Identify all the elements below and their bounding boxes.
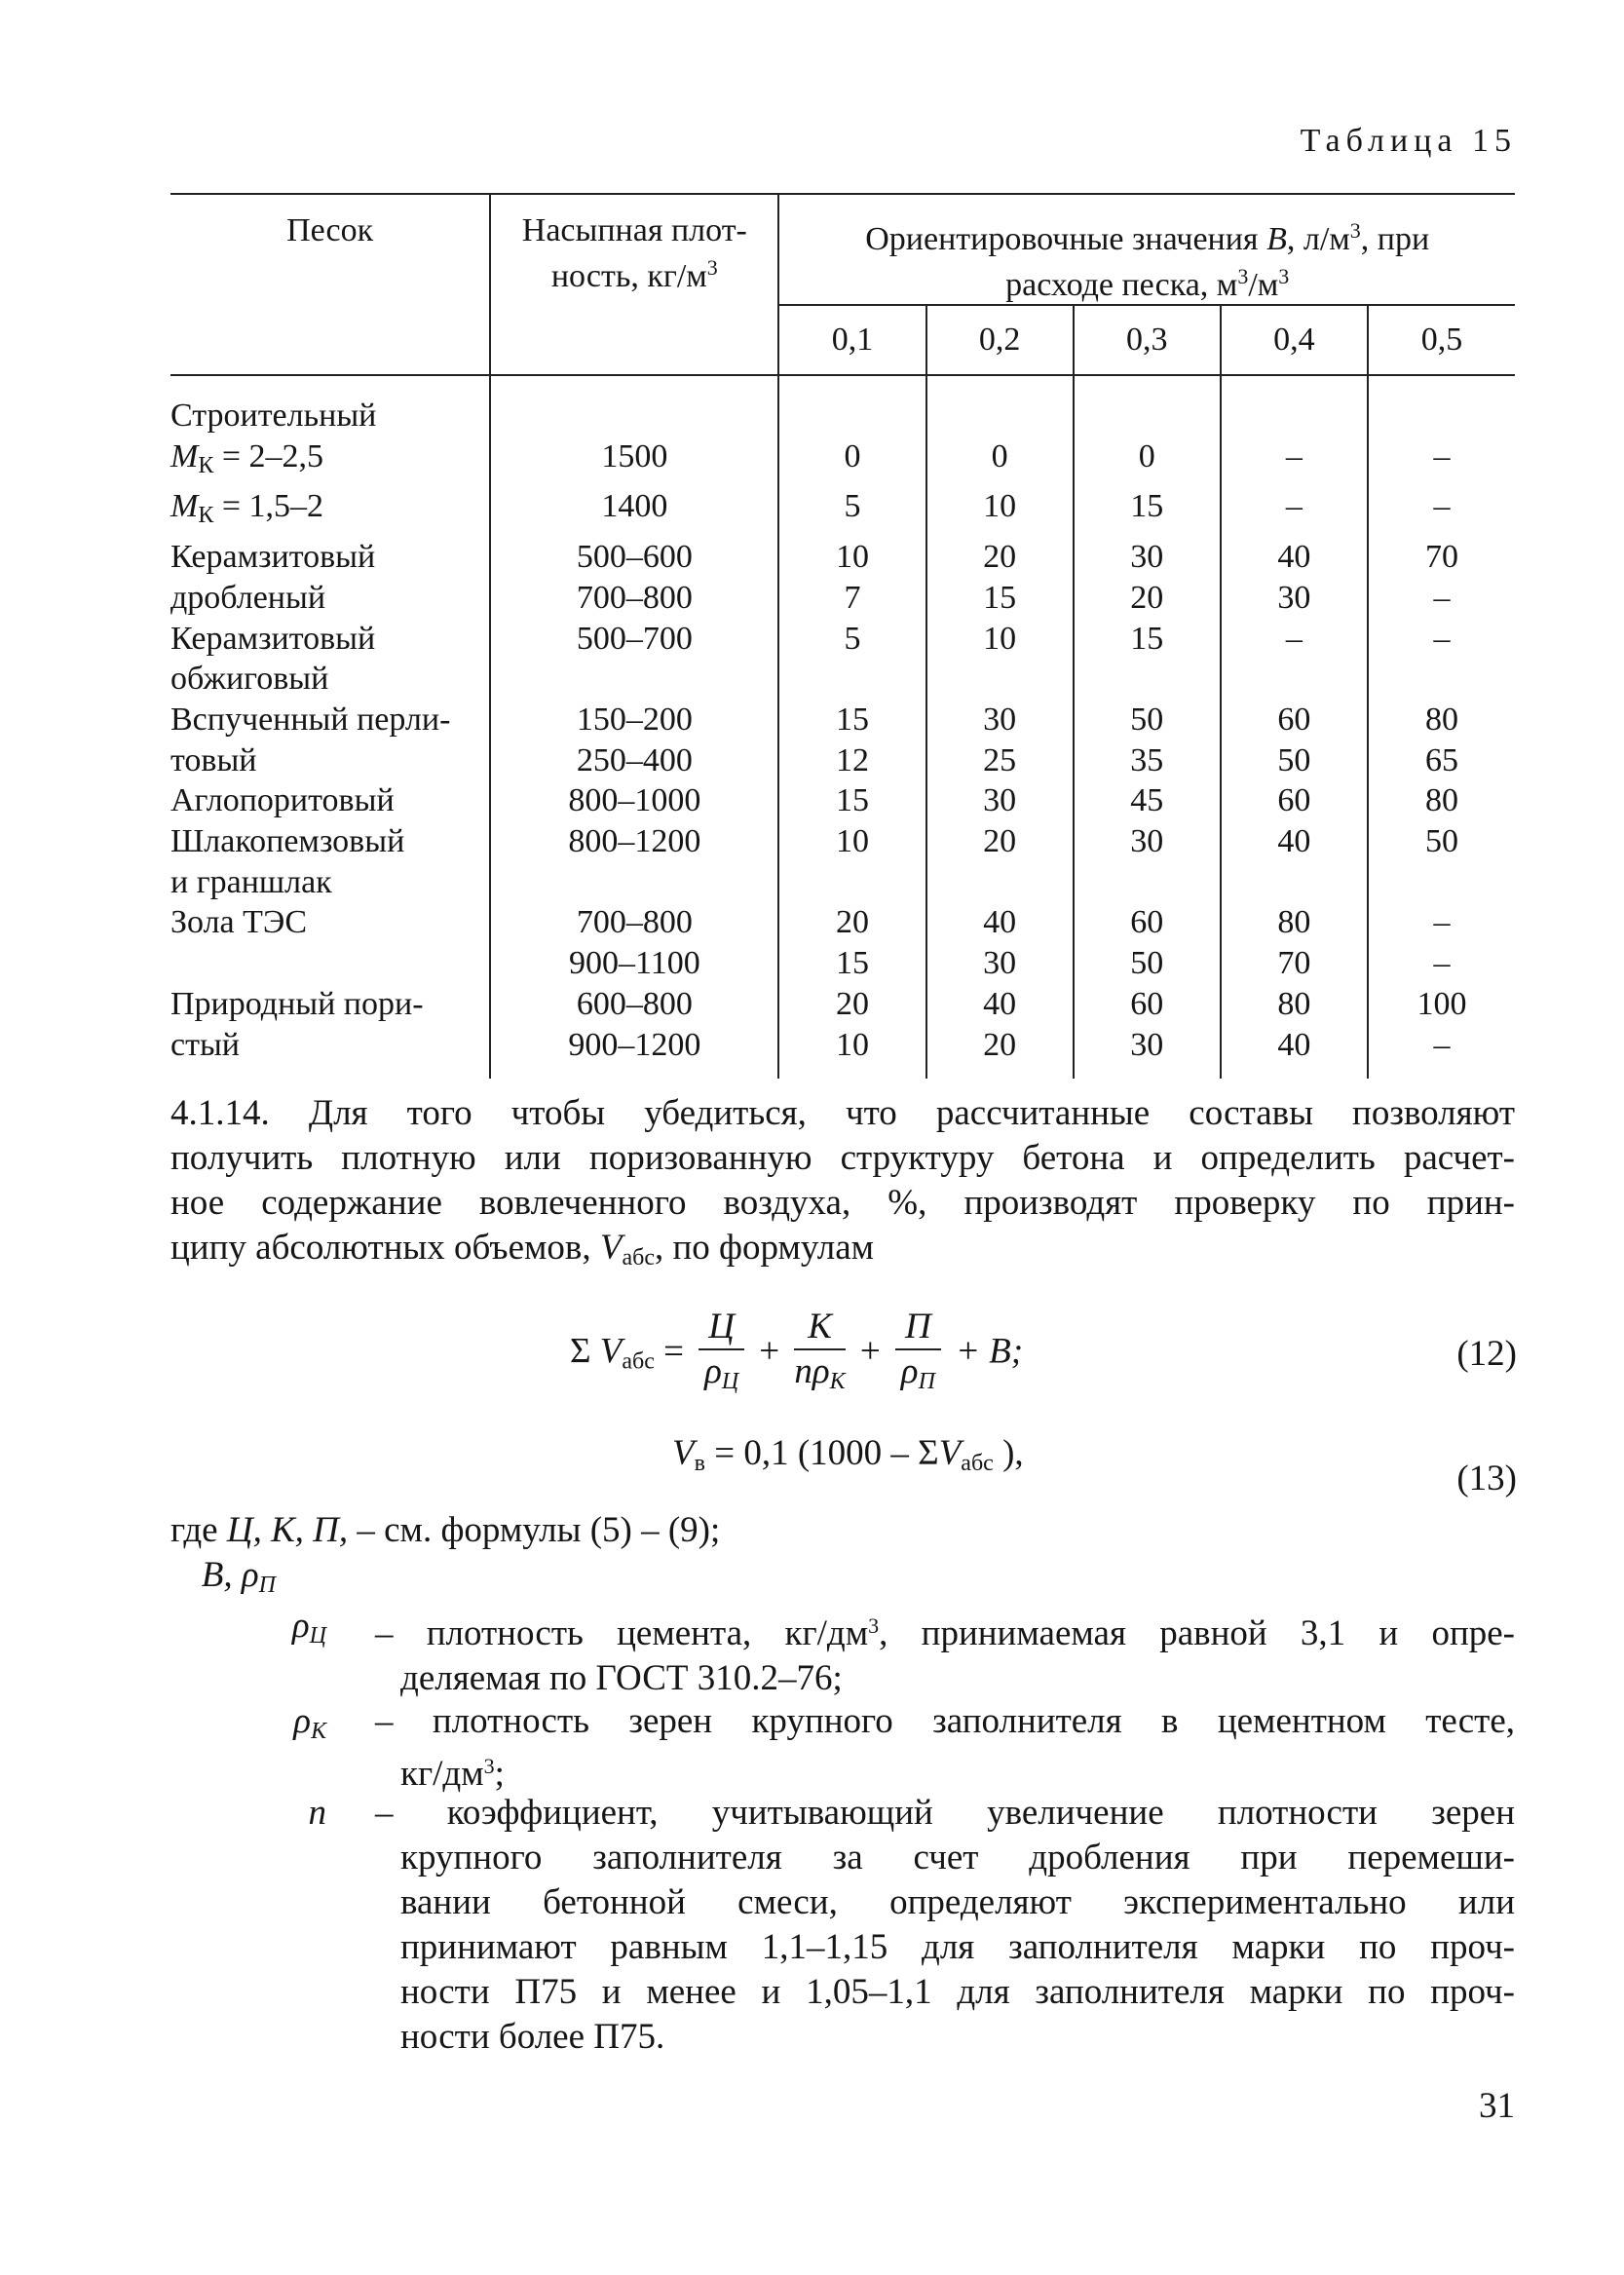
cell-sand: и граншлак bbox=[170, 863, 332, 900]
formula-12-frac-2 bbox=[794, 1306, 845, 1403]
cell-value: – bbox=[1221, 436, 1368, 487]
definitions-first-text: см. формулы (5) – (9); bbox=[374, 1510, 721, 1550]
table-row bbox=[170, 436, 1515, 487]
cell-value: 20 bbox=[778, 984, 925, 1025]
cell-value: – bbox=[1368, 436, 1515, 487]
table-row bbox=[170, 486, 1515, 537]
cell-value: 5 bbox=[778, 619, 925, 660]
definitions-first-syms: Ц, К, П, – bbox=[226, 1510, 375, 1550]
formula-12 bbox=[570, 1306, 1023, 1403]
cell-sand: дробленый bbox=[170, 579, 326, 616]
cell-value bbox=[1074, 659, 1221, 700]
definition-first bbox=[170, 1508, 1515, 1553]
cell-value: 60 bbox=[1074, 984, 1221, 1025]
cell-value: 10 bbox=[926, 619, 1074, 660]
cell-value: 30 bbox=[1221, 578, 1368, 619]
table-row bbox=[170, 984, 1515, 1025]
definition-rho-coarse-line-2b: ; bbox=[494, 1754, 505, 1794]
cell-value: 30 bbox=[926, 700, 1074, 740]
formula-12-frac-2-den bbox=[794, 1350, 845, 1403]
cell-value: 30 bbox=[926, 780, 1074, 821]
cell-value: – bbox=[1368, 619, 1515, 660]
cell-value: 45 bbox=[1074, 780, 1221, 821]
cell-value: 15 bbox=[1074, 486, 1221, 537]
cell-value: 35 bbox=[1074, 740, 1221, 781]
table-row bbox=[170, 780, 1515, 821]
cell-sand: Природный пори- bbox=[170, 985, 424, 1022]
cell-value: 15 bbox=[778, 700, 925, 740]
formula-12-plus-1: + bbox=[759, 1331, 780, 1372]
cell-value: 80 bbox=[1368, 700, 1515, 740]
cell-value: 40 bbox=[926, 902, 1074, 943]
cell-value: – bbox=[1368, 486, 1515, 537]
definition-rho-cement-line-2: деляемая по ГОСТ 310.2–76; bbox=[400, 1658, 843, 1698]
table-spacer-row bbox=[170, 375, 1515, 396]
formula-13-rhs-sym: V bbox=[938, 1433, 962, 1473]
header-consumption-2: 0,3 bbox=[1074, 305, 1221, 375]
table-row bbox=[170, 619, 1515, 660]
formula-12-frac-3 bbox=[895, 1306, 941, 1403]
cell-value: 80 bbox=[1221, 902, 1368, 943]
cell-density: 900–1100 bbox=[490, 943, 778, 984]
formula-13-lhs-sub: в bbox=[694, 1451, 705, 1476]
paragraph-line-4 bbox=[170, 1226, 1515, 1280]
formula-12-frac-3-den bbox=[895, 1350, 941, 1403]
formula-13-rhs-b: ), bbox=[993, 1433, 1024, 1473]
header-consumption-0: 0,1 bbox=[778, 305, 925, 375]
cell-sand bbox=[170, 943, 490, 984]
definition-n-line-4: принимают равным 1,1–1,15 для заполнителя марки по проч- bbox=[400, 1927, 1515, 1967]
cell-density: 700–800 bbox=[490, 578, 778, 619]
definition-rho-cement-line-1 bbox=[375, 1604, 1515, 1656]
header-values-l2sup2: 3 bbox=[1278, 264, 1290, 288]
cell-value: – bbox=[1368, 902, 1515, 943]
table-row bbox=[170, 943, 1515, 984]
cell-value bbox=[1221, 396, 1368, 436]
cell-value: – bbox=[1221, 486, 1368, 537]
cell-density: 500–600 bbox=[490, 537, 778, 578]
definition-n-line-5: ности П75 и менее и 1,05–1,1 для заполнителя марки по проч- bbox=[400, 1972, 1515, 2012]
cell-sand-sym: М bbox=[170, 437, 199, 474]
cell-value: – bbox=[1368, 578, 1515, 619]
definition-rho-coarse-line-2 bbox=[375, 1744, 1515, 1797]
definition-rho-cement-sym-sub: Ц bbox=[309, 1623, 326, 1649]
table-row bbox=[170, 902, 1515, 943]
header-values-l1sup: 3 bbox=[1349, 218, 1361, 243]
definition-rho-coarse-sym-main: ρ bbox=[293, 1701, 312, 1741]
cell-value: – bbox=[1368, 943, 1515, 984]
cell-value bbox=[1368, 862, 1515, 903]
definition-rho-cement-sym-main: ρ bbox=[291, 1606, 310, 1646]
cell-sand-sym: М bbox=[170, 488, 199, 525]
page-number: 31 bbox=[1479, 2086, 1515, 2126]
cell-value bbox=[926, 862, 1074, 903]
cell-density bbox=[490, 396, 778, 436]
definition-rho-coarse-sym-sub: К bbox=[311, 1719, 326, 1744]
definition-rho-coarse-text bbox=[375, 1699, 1515, 1797]
table-row bbox=[170, 862, 1515, 903]
cell-value: 10 bbox=[778, 821, 925, 862]
cell-value: 20 bbox=[926, 821, 1074, 862]
cell-value: 50 bbox=[1221, 740, 1368, 781]
cell-density: 150–200 bbox=[490, 700, 778, 740]
cell-value: 15 bbox=[778, 780, 925, 821]
formula-13-rhs-sub: абс bbox=[961, 1451, 994, 1476]
header-consumption-3: 0,4 bbox=[1221, 305, 1368, 375]
definition-rho-cement-line-1b: , принимаемая равной 3,1 и опре- bbox=[879, 1613, 1515, 1653]
paragraph-line-4a: ципу абсолютных объемов, bbox=[170, 1228, 600, 1268]
formula-12-lhs-sub: абс bbox=[622, 1348, 655, 1375]
definition-n-line-6: ности более П75. bbox=[400, 2017, 665, 2057]
cell-value: 0 bbox=[778, 436, 925, 487]
table-row bbox=[170, 700, 1515, 740]
cell-value: 60 bbox=[1074, 902, 1221, 943]
header-consumption-4: 0,5 bbox=[1368, 305, 1515, 375]
formula-12-frac-3-den-sym: ρ bbox=[900, 1351, 919, 1391]
cell-sand-rest: = 2–2,5 bbox=[213, 437, 324, 474]
formula-13-rhs-a: = 0,1 (1000 – Σ bbox=[704, 1433, 939, 1473]
formula-12-frac-2-num: К bbox=[794, 1306, 845, 1350]
paragraph-line-2: получить плотную или поризованную структуру бетона и определить расчет- bbox=[170, 1138, 1515, 1178]
header-values bbox=[778, 194, 1515, 305]
cell-value: 60 bbox=[1221, 780, 1368, 821]
cell-value: 15 bbox=[926, 578, 1074, 619]
definition-rho-coarse-line-2-sup: 3 bbox=[483, 1754, 495, 1778]
cell-density: 900–1200 bbox=[490, 1025, 778, 1066]
cell-value: 20 bbox=[926, 1025, 1074, 1066]
cell-density: 600–800 bbox=[490, 984, 778, 1025]
definition-second-syms-sub: П bbox=[258, 1573, 276, 1598]
paragraph-4-1-14 bbox=[170, 1091, 1515, 1280]
table-row bbox=[170, 578, 1515, 619]
header-density bbox=[490, 194, 778, 375]
cell-value: 40 bbox=[926, 984, 1074, 1025]
cell-density: 700–800 bbox=[490, 902, 778, 943]
header-values-sym: В bbox=[1266, 221, 1287, 257]
formula-12-frac-1 bbox=[699, 1306, 744, 1403]
cell-value: 10 bbox=[926, 486, 1074, 537]
table-row bbox=[170, 1025, 1515, 1066]
cell-value bbox=[1221, 659, 1368, 700]
cell-value bbox=[926, 659, 1074, 700]
definition-second-syms-a: В, ρ bbox=[201, 1555, 259, 1595]
definition-n-line-2: крупного заполнителя за счет дробления при перемеши- bbox=[400, 1838, 1515, 1877]
cell-value: 0 bbox=[1074, 436, 1221, 487]
cell-value bbox=[1221, 862, 1368, 903]
cell-density: 800–1000 bbox=[490, 780, 778, 821]
cell-value bbox=[1368, 396, 1515, 436]
table-row bbox=[170, 740, 1515, 781]
header-consumption-1: 0,2 bbox=[926, 305, 1074, 375]
paragraph-line-4b: , по формулам bbox=[655, 1228, 875, 1268]
definition-n-line-3: вании бетонной смеси, определяют экспериментально или bbox=[400, 1882, 1515, 1922]
cell-value: 30 bbox=[926, 943, 1074, 984]
formula-12-frac-1-den-sub: Ц bbox=[721, 1369, 739, 1394]
cell-sand-sub: К bbox=[198, 503, 214, 529]
table-end-spacer-row bbox=[170, 1065, 1515, 1079]
formula-12-tail: + В; bbox=[955, 1331, 1024, 1372]
cell-value: 70 bbox=[1221, 943, 1368, 984]
cell-value bbox=[1368, 659, 1515, 700]
cell-value: – bbox=[1368, 1025, 1515, 1066]
cell-value: 25 bbox=[926, 740, 1074, 781]
formula-13-lhs-sym: V bbox=[672, 1433, 695, 1473]
table-caption: Таблица 15 bbox=[1300, 123, 1517, 159]
header-values-l1a: Ориентировочные значения bbox=[865, 221, 1267, 257]
formula-12-frac-2-den-sub: К bbox=[829, 1369, 846, 1394]
table-row bbox=[170, 537, 1515, 578]
definition-rho-cement-line-1-sup: 3 bbox=[868, 1613, 880, 1638]
formula-12-plus-2: + bbox=[859, 1331, 881, 1372]
cell-sand-sub: К bbox=[198, 452, 214, 478]
cell-value: 15 bbox=[778, 943, 925, 984]
table-row bbox=[170, 821, 1515, 862]
header-density-line1: Насыпная плот- bbox=[521, 212, 747, 248]
formula-12-number: (12) bbox=[1456, 1334, 1517, 1374]
cell-sand: товый bbox=[170, 741, 257, 778]
cell-value: 80 bbox=[1221, 984, 1368, 1025]
cell-value bbox=[1074, 396, 1221, 436]
definition-n-line-1: – коэффициент, учитывающий увеличение плотности зерен bbox=[375, 1793, 1515, 1833]
cell-density: 1400 bbox=[490, 486, 778, 537]
cell-value: 40 bbox=[1221, 537, 1368, 578]
cell-density bbox=[490, 862, 778, 903]
cell-value bbox=[778, 396, 925, 436]
cell-value: 20 bbox=[926, 537, 1074, 578]
header-sand-label: Песок bbox=[286, 212, 374, 248]
cell-value: 30 bbox=[1074, 821, 1221, 862]
cell-value: 7 bbox=[778, 578, 925, 619]
cell-density: 500–700 bbox=[490, 619, 778, 660]
cell-value: 40 bbox=[1221, 821, 1368, 862]
cell-sand: Строительный bbox=[170, 398, 377, 434]
definitions-lead: где bbox=[170, 1510, 227, 1550]
definition-rho-coarse-line-1: – плотность зерен крупного заполнителя в цементном тесте, bbox=[375, 1701, 1515, 1741]
cell-sand: обжиговый bbox=[170, 661, 329, 698]
table-row bbox=[170, 659, 1515, 700]
formula-13 bbox=[672, 1432, 1024, 1477]
header-values-l2b: /м bbox=[1248, 267, 1279, 303]
paragraph-line-3: ное содержание вовлеченного воздуха, %, производят проверку по прин- bbox=[170, 1183, 1515, 1223]
formula-12-frac-1-den bbox=[699, 1350, 744, 1403]
cell-value: 10 bbox=[778, 537, 925, 578]
cell-value bbox=[778, 862, 925, 903]
header-values-l1c: , при bbox=[1360, 221, 1430, 257]
cell-value: 5 bbox=[778, 486, 925, 537]
table-row bbox=[170, 396, 1515, 436]
header-values-l1b: , л/м bbox=[1286, 221, 1350, 257]
cell-value: 60 bbox=[1221, 700, 1368, 740]
cell-sand: стый bbox=[170, 1026, 240, 1063]
cell-value: 0 bbox=[926, 436, 1074, 487]
cell-value: 70 bbox=[1368, 537, 1515, 578]
definition-rho-coarse-sym bbox=[170, 1699, 326, 1754]
formula-12-sigma: Σ bbox=[570, 1331, 591, 1372]
definition-rho-coarse-line-2a: кг/дм bbox=[400, 1754, 484, 1794]
cell-value bbox=[778, 659, 925, 700]
cell-sand: Керамзитовый bbox=[170, 539, 376, 576]
cell-value: 20 bbox=[1074, 578, 1221, 619]
formula-12-frac-3-den-sub: П bbox=[918, 1369, 935, 1394]
header-values-l2sup1: 3 bbox=[1237, 264, 1249, 288]
cell-value: 30 bbox=[1074, 537, 1221, 578]
cell-value: 65 bbox=[1368, 740, 1515, 781]
cell-sand: Керамзитовый bbox=[170, 620, 376, 657]
cell-value: 12 bbox=[778, 740, 925, 781]
sand-table bbox=[170, 193, 1515, 1079]
cell-density bbox=[490, 659, 778, 700]
paragraph-line-1: 4.1.14. Для того чтобы убедиться, что рассчитанные составы позволяют bbox=[170, 1093, 1515, 1133]
paragraph-line-4-sym: V bbox=[599, 1228, 623, 1268]
cell-density: 800–1200 bbox=[490, 821, 778, 862]
cell-value: 50 bbox=[1074, 700, 1221, 740]
cell-sand-rest: = 1,5–2 bbox=[213, 488, 324, 525]
cell-sand: Аглопоритовый bbox=[170, 782, 395, 819]
definition-rho-cement-line-1a: – плотность цемента, кг/дм bbox=[375, 1613, 869, 1653]
cell-sand: Шлакопемзовый bbox=[170, 823, 405, 860]
definition-rho-cement-text bbox=[375, 1604, 1515, 1701]
header-sand bbox=[170, 194, 490, 375]
formula-12-frac-2-den-sym: nρ bbox=[794, 1351, 830, 1391]
header-density-line2: ность, кг/м bbox=[550, 258, 707, 294]
formula-13-number: (13) bbox=[1456, 1459, 1517, 1498]
cell-sand: Вспученный перли- bbox=[170, 701, 451, 738]
formula-12-eq: = bbox=[663, 1331, 694, 1372]
cell-value: 10 bbox=[778, 1025, 925, 1066]
cell-value: 30 bbox=[1074, 1025, 1221, 1066]
cell-value: 100 bbox=[1368, 984, 1515, 1025]
cell-sand bbox=[170, 436, 490, 487]
formula-12-frac-1-den-sym: ρ bbox=[704, 1351, 722, 1391]
cell-sand: Зола ТЭС bbox=[170, 904, 308, 941]
cell-value: 15 bbox=[1074, 619, 1221, 660]
cell-density: 250–400 bbox=[490, 740, 778, 781]
cell-value: 50 bbox=[1074, 943, 1221, 984]
formula-12-frac-1-num: Ц bbox=[699, 1306, 744, 1350]
paragraph-line-4-sub: абс bbox=[622, 1245, 655, 1270]
header-density-sup: 3 bbox=[706, 255, 718, 280]
cell-value bbox=[1074, 862, 1221, 903]
cell-sand bbox=[170, 486, 490, 537]
definition-n-text bbox=[375, 1791, 1515, 2060]
definition-second-syms bbox=[170, 1553, 276, 1608]
cell-density: 1500 bbox=[490, 436, 778, 487]
sand-table-wrapper bbox=[170, 193, 1515, 1079]
cell-value: 40 bbox=[1221, 1025, 1368, 1066]
table-body bbox=[170, 375, 1515, 1079]
formula-12-lhs-sym: V bbox=[599, 1331, 623, 1372]
header-values-l2a: расходе песка, м bbox=[1005, 267, 1238, 303]
formula-12-frac-3-num: П bbox=[895, 1306, 941, 1350]
definition-rho-cement-sym bbox=[170, 1604, 326, 1658]
cell-value: – bbox=[1221, 619, 1368, 660]
definition-n-sym: n bbox=[308, 1793, 326, 1833]
cell-value: 50 bbox=[1368, 821, 1515, 862]
cell-value bbox=[926, 396, 1074, 436]
cell-value: 20 bbox=[778, 902, 925, 943]
cell-value: 80 bbox=[1368, 780, 1515, 821]
